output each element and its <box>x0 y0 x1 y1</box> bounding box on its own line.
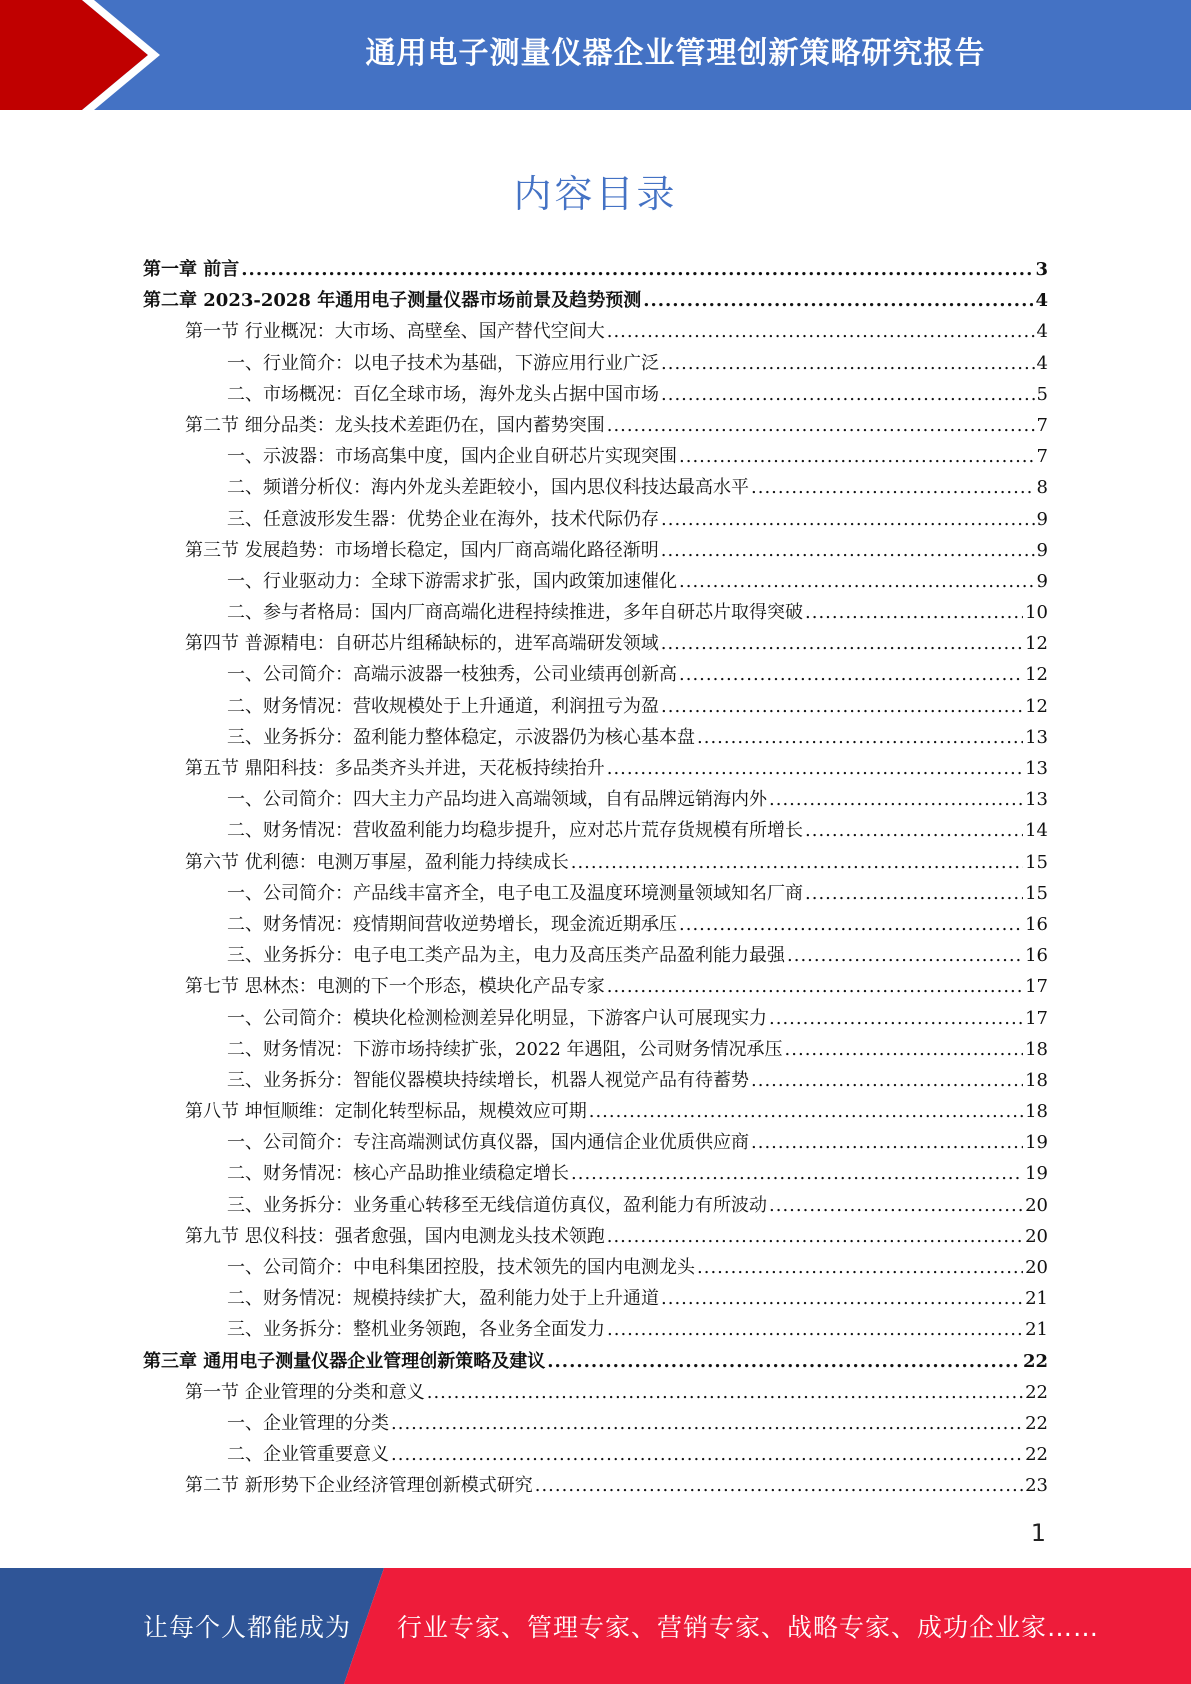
toc-subsection-entry[interactable] <box>143 1252 1048 1283</box>
toc-entry-page: 5 <box>1036 383 1048 405</box>
toc-subsection-entry[interactable] <box>143 1314 1048 1345</box>
toc-entry-label: 二、企业管重要意义 <box>227 1444 389 1466</box>
toc-entry-label: 三、业务拆分：整机业务领跑，各业务全面发力 <box>227 1319 605 1341</box>
toc-dot-leader <box>607 971 1023 1002</box>
toc-dot-leader <box>679 659 1023 690</box>
toc-entry-page: 18 <box>1025 1038 1048 1060</box>
toc-entry-label: 三、业务拆分：智能仪器模块持续增长，机器人视觉产品有待蓄势 <box>227 1069 749 1091</box>
toc-entry-label: 一、公司简介：专注高端测试仿真仪器，国内通信企业优质供应商 <box>227 1132 749 1154</box>
toc-entry-label: 一、行业简介：以电子技术为基础，下游应用行业广泛 <box>227 352 659 374</box>
toc-subsection-entry[interactable] <box>143 815 1048 846</box>
toc-entry-label: 一、企业管理的分类 <box>227 1412 389 1434</box>
toc-dot-leader <box>607 410 1035 441</box>
toc-entry-page: 9 <box>1036 570 1048 592</box>
toc-entry-label: 二、财务情况：营收盈利能力均稳步提升，应对芯片荒存货规模有所增长 <box>227 820 803 842</box>
toc-entry-page: 22 <box>1025 1381 1048 1403</box>
toc-section-entry[interactable] <box>143 971 1048 1002</box>
toc-entry-label: 第四节 普源精电：自研芯片组稀缺标的，进军高端研发领域 <box>185 633 659 655</box>
toc-entry-page: 15 <box>1025 851 1048 873</box>
toc-section-entry[interactable] <box>143 847 1048 878</box>
toc-entry-label: 二、参与者格局：国内厂商高端化进程持续推进，多年自研芯片取得突破 <box>227 602 803 624</box>
toc-entry-page: 22 <box>1025 1444 1048 1466</box>
toc-dot-leader <box>661 628 1023 659</box>
toc-entry-page: 20 <box>1025 1225 1048 1247</box>
toc-entry-label: 二、财务情况：核心产品助推业绩稳定增长 <box>227 1163 569 1185</box>
toc-section-entry[interactable] <box>143 1096 1048 1127</box>
header-banner <box>0 0 1191 110</box>
toc-entry-page: 7 <box>1036 446 1048 468</box>
toc-entry-page: 10 <box>1025 602 1048 624</box>
toc-subsection-entry[interactable] <box>143 566 1048 597</box>
toc-entry-label: 第二节 细分品类：龙头技术差距仍在，国内蓄势突围 <box>185 414 605 436</box>
toc-subsection-entry[interactable] <box>143 940 1048 971</box>
toc-section-entry[interactable] <box>143 316 1048 347</box>
report-title: 通用电子测量仪器企业管理创新策略研究报告 <box>365 36 986 71</box>
toc-entry-label: 二、频谱分析仪：海内外龙头差距较小，国内思仪科技达最高水平 <box>227 477 749 499</box>
toc-chapter-entry[interactable] <box>143 254 1048 285</box>
toc-entry-label: 第三章 通用电子测量仪器企业管理创新策略及建议 <box>143 1350 546 1372</box>
toc-dot-leader <box>697 1252 1023 1283</box>
toc-entry-label: 三、业务拆分：电子电工类产品为主，电力及高压类产品盈利能力最强 <box>227 945 785 967</box>
toc-entry-page: 21 <box>1025 1319 1048 1341</box>
toc-section-entry[interactable] <box>143 628 1048 659</box>
toc-dot-leader <box>785 1034 1024 1065</box>
toc-entry-page: 16 <box>1025 945 1048 967</box>
toc-section-entry[interactable] <box>143 753 1048 784</box>
toc-entry-label: 一、行业驱动力：全球下游需求扩张，国内政策加速催化 <box>227 570 677 592</box>
toc-entry-page: 4 <box>1036 321 1048 343</box>
toc-entry-page: 4 <box>1036 352 1048 374</box>
toc-subsection-entry[interactable] <box>143 1190 1048 1221</box>
toc-section-entry[interactable] <box>143 1470 1048 1501</box>
toc-dot-leader <box>679 566 1035 597</box>
toc-entry-label: 三、业务拆分：盈利能力整体稳定，示波器仍为核心基本盘 <box>227 726 695 748</box>
toc-entry-page: 22 <box>1025 1412 1048 1434</box>
toc-entry-label: 二、财务情况：下游市场持续扩张，2022 年遇阻，公司财务情况承压 <box>227 1038 783 1060</box>
toc-chapter-entry[interactable] <box>143 285 1048 316</box>
toc-section-entry[interactable] <box>143 1221 1048 1252</box>
toc-entry-page: 13 <box>1025 758 1048 779</box>
toc-entry-label: 第一章 前言 <box>143 259 240 280</box>
toc-dot-leader <box>751 1065 1023 1096</box>
toc-entry-label: 第二章 2023-2028 年通用电子测量仪器市场前景及趋势预测 <box>143 290 642 312</box>
toc-chapter-entry[interactable] <box>143 1346 1048 1377</box>
toc-entry-label: 三、任意波形发生器：优势企业在海外，技术代际仍存 <box>227 508 659 530</box>
toc-subsection-entry[interactable] <box>143 1003 1048 1034</box>
footer-banner <box>0 1568 1191 1684</box>
toc-entry-label: 一、公司简介：高端示波器一枝独秀，公司业绩再创新高 <box>227 664 677 686</box>
toc-entry-label: 第六节 优利德：电测万事屋，盈利能力持续成长 <box>185 851 569 873</box>
toc-subsection-entry[interactable] <box>143 1408 1048 1439</box>
toc-entry-page: 13 <box>1025 726 1048 748</box>
toc-dot-leader <box>805 597 1023 628</box>
toc-subsection-entry[interactable] <box>143 597 1048 628</box>
toc-dot-leader <box>427 1377 1023 1408</box>
toc-subsection-entry[interactable] <box>143 909 1048 940</box>
toc-entry-page: 20 <box>1025 1194 1048 1216</box>
toc-entry-label: 二、财务情况：营收规模处于上升通道，利润扭亏为盈 <box>227 695 659 717</box>
toc-entry-label: 一、公司简介：中电科集团控股，技术领先的国内电测龙头 <box>227 1257 695 1278</box>
toc-dot-leader <box>607 316 1035 347</box>
toc-dot-leader <box>607 753 1023 784</box>
toc-entry-page: 20 <box>1025 1257 1048 1278</box>
footer-slogan-left: 让每个人都能成为 <box>143 1613 352 1642</box>
toc-subsection-entry[interactable] <box>143 1283 1048 1314</box>
toc-section-entry[interactable] <box>143 1377 1048 1408</box>
toc-dot-leader <box>679 909 1023 940</box>
toc-subsection-entry[interactable] <box>143 1065 1048 1096</box>
toc-entry-page: 13 <box>1025 789 1048 811</box>
toc-entry-page: 17 <box>1025 1007 1048 1029</box>
toc-entry-page: 22 <box>1022 1350 1048 1372</box>
toc-entry-page: 12 <box>1025 664 1048 686</box>
toc-entry-page: 3 <box>1035 259 1048 280</box>
toc-entry-page: 8 <box>1036 477 1048 499</box>
toc-entry-page: 19 <box>1025 1132 1048 1154</box>
toc-entry-label: 一、示波器：市场高集中度，国内企业自研芯片实现突围 <box>227 446 677 468</box>
toc-dot-leader <box>697 722 1023 753</box>
toc-entry-label: 第九节 思仪科技：强者愈强，国内电测龙头技术领跑 <box>185 1225 605 1247</box>
toc-entry-label: 第二节 新形势下企业经济管理创新模式研究 <box>185 1475 533 1497</box>
toc-dot-leader <box>805 878 1023 909</box>
toc-entry-label: 第一节 行业概况：大市场、高壁垒、国产替代空间大 <box>185 321 605 343</box>
toc-section-entry[interactable] <box>143 535 1048 566</box>
toc-entry-page: 7 <box>1036 414 1048 436</box>
toc-entry-label: 二、财务情况：疫情期间营收逆势增长，现金流近期承压 <box>227 913 677 935</box>
toc-entry-label: 第一节 企业管理的分类和意义 <box>185 1381 425 1403</box>
toc-entry-page: 18 <box>1025 1069 1048 1091</box>
toc-entry-page: 17 <box>1025 976 1048 998</box>
toc-dot-leader <box>607 1221 1023 1252</box>
toc-subsection-entry[interactable] <box>143 784 1048 815</box>
toc-subsection-entry[interactable] <box>143 1439 1048 1470</box>
toc-dot-leader <box>751 1127 1023 1158</box>
toc-subsection-entry[interactable] <box>143 722 1048 753</box>
toc-entry-page: 12 <box>1025 633 1048 655</box>
toc-entry-label: 二、市场概况：百亿全球市场，海外龙头占据中国市场 <box>227 383 659 405</box>
toc-dot-leader <box>535 1470 1023 1501</box>
toc-entry-label: 一、公司简介：四大主力产品均进入高端领域，自有品牌远销海内外 <box>227 789 767 811</box>
toc-dot-leader <box>805 815 1023 846</box>
toc-dot-leader <box>607 1314 1023 1345</box>
toc-dot-leader <box>769 1190 1023 1221</box>
toc-dot-leader <box>661 1283 1023 1314</box>
toc-subsection-entry[interactable] <box>143 348 1048 379</box>
toc-entry-page: 16 <box>1025 913 1048 935</box>
toc-subsection-entry[interactable] <box>143 659 1048 690</box>
toc-subsection-entry[interactable] <box>143 1034 1048 1065</box>
toc-entry-label: 第三节 发展趋势：市场增长稳定，国内厂商高端化路径渐明 <box>185 539 659 561</box>
toc-entry-page: 21 <box>1025 1288 1048 1310</box>
toc-subsection-entry[interactable] <box>143 504 1048 535</box>
toc-entry-label: 第七节 思林杰：电测的下一个形态，模块化产品专家 <box>185 976 605 998</box>
toc-dot-leader <box>661 691 1023 722</box>
toc-dot-leader <box>643 285 1033 316</box>
toc-dot-leader <box>241 254 1033 285</box>
table-of-contents <box>143 254 1048 1502</box>
toc-dot-leader <box>787 940 1023 971</box>
toc-subsection-entry[interactable] <box>143 691 1048 722</box>
header-chevron-icon <box>0 0 160 110</box>
toc-entry-page: 12 <box>1025 695 1048 717</box>
toc-subsection-entry[interactable] <box>143 878 1048 909</box>
toc-dot-leader <box>679 441 1035 472</box>
toc-subsection-entry[interactable] <box>143 379 1048 410</box>
toc-subsection-entry[interactable] <box>143 441 1048 472</box>
toc-entry-label: 一、公司简介：模块化检测检测差异化明显，下游客户认可展现实力 <box>227 1007 767 1029</box>
toc-entry-label: 二、财务情况：规模持续扩大，盈利能力处于上升通道 <box>227 1288 659 1310</box>
toc-dot-leader <box>391 1408 1023 1439</box>
toc-dot-leader <box>571 847 1023 878</box>
toc-entry-page: 23 <box>1025 1475 1048 1497</box>
toc-dot-leader <box>571 1158 1023 1189</box>
toc-entry-page: 18 <box>1025 1101 1048 1123</box>
toc-dot-leader <box>391 1439 1023 1470</box>
toc-dot-leader <box>547 1346 1021 1377</box>
toc-entry-label: 三、业务拆分：业务重心转移至无线信道仿真仪，盈利能力有所波动 <box>227 1194 767 1216</box>
toc-entry-page: 15 <box>1025 882 1048 904</box>
toc-entry-page: 14 <box>1025 820 1048 842</box>
footer-slogan-right: 行业专家、管理专家、营销专家、战略专家、成功企业家…… <box>397 1613 1100 1642</box>
toc-heading: 内容目录 <box>513 172 678 216</box>
toc-subsection-entry[interactable] <box>143 1127 1048 1158</box>
page-number: 1 <box>1030 1519 1046 1547</box>
toc-entry-page: 9 <box>1036 539 1048 561</box>
toc-entry-page: 19 <box>1025 1163 1048 1185</box>
chevron-red-shape <box>0 0 148 110</box>
toc-subsection-entry[interactable] <box>143 472 1048 503</box>
toc-dot-leader <box>661 504 1035 535</box>
toc-entry-label: 第八节 坤恒顺维：定制化转型标品，规模效应可期 <box>185 1101 587 1123</box>
toc-subsection-entry[interactable] <box>143 1158 1048 1189</box>
toc-dot-leader <box>661 348 1035 379</box>
toc-dot-leader <box>661 379 1035 410</box>
toc-entry-label: 一、公司简介：产品线丰富齐全，电子电工及温度环境测量领域知名厂商 <box>227 882 803 904</box>
toc-dot-leader <box>661 535 1035 566</box>
toc-section-entry[interactable] <box>143 410 1048 441</box>
toc-dot-leader <box>751 472 1035 503</box>
toc-entry-page: 9 <box>1036 508 1048 530</box>
toc-entry-label: 第五节 鼎阳科技：多品类齐头并进，天花板持续抬升 <box>185 758 605 779</box>
toc-dot-leader <box>589 1096 1023 1127</box>
toc-dot-leader <box>769 1003 1023 1034</box>
toc-entry-page: 4 <box>1035 290 1048 312</box>
toc-dot-leader <box>769 784 1023 815</box>
